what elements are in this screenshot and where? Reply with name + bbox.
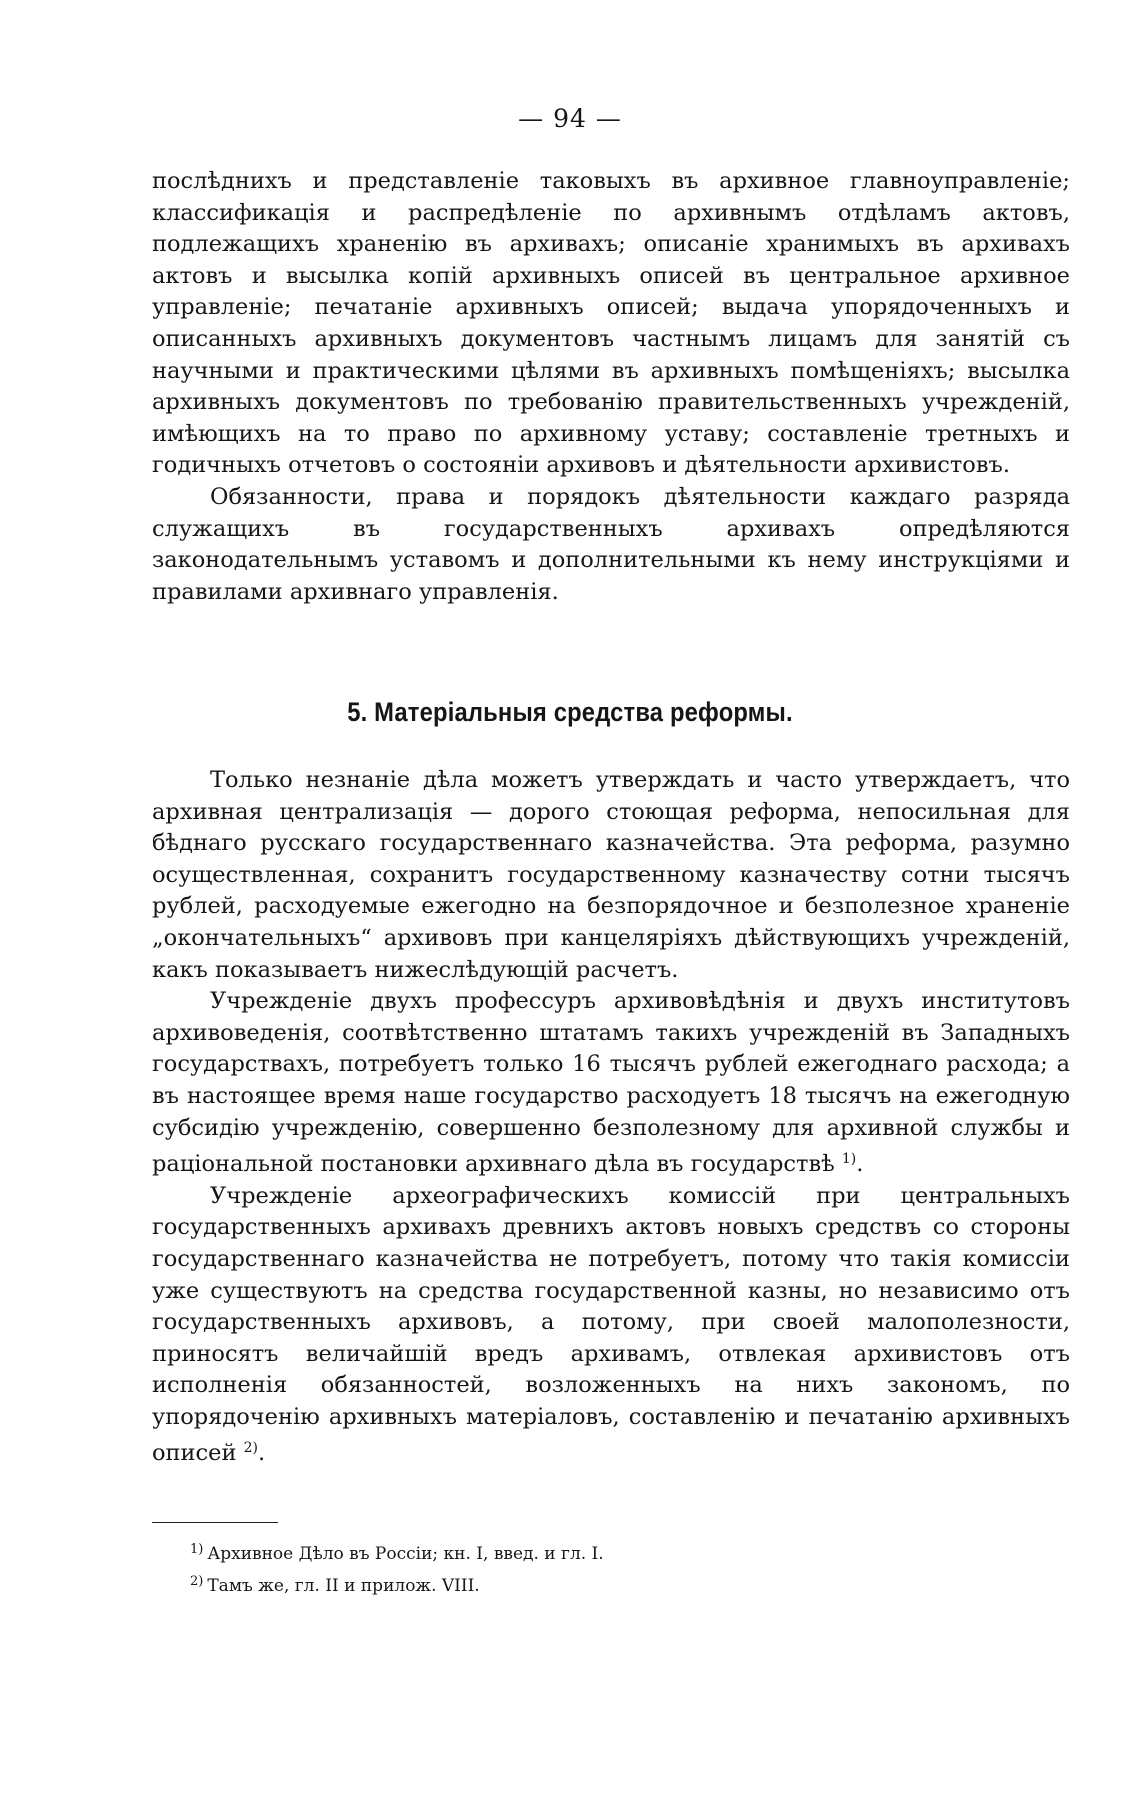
- footnote-mark: 1): [190, 1542, 204, 1557]
- footnote-2: [190, 1568, 990, 1600]
- text-block-top: [152, 166, 1070, 608]
- paragraph-duties: Обязанности, права и порядокъ дѣятельности каждаго разряда служащихъ въ государственныхъ архивахъ опредѣляются законодательнымъ уставомъ и дополнительными къ нему инструкціями и правилами архивнаго управленія.: [152, 483, 1070, 605]
- paragraph-end-punct: .: [856, 1151, 864, 1178]
- paragraph-ignorance: Только незнаніе дѣла можетъ утверждать и часто утверждаетъ, что архивная централизація — дорого стоющая реформа, непосильная для бѣднаго русскаго государственнаго казначейства. Эта реформа, разумно осуществленная, сохранитъ государственному казначеству сотни тысячъ рублей, расходуемые ежегодно на безпорядочное и безполезное храненіе „окончательныхъ“ архивовъ при канцеляріяхъ дѣйствующихъ учрежденій, какъ показываетъ нижеслѣдующій расчетъ.: [152, 767, 1070, 983]
- footnote-text: Тамъ же, гл. II и прилож. VIII.: [207, 1576, 480, 1596]
- paragraph-professorships-text: Учрежденіе двухъ профессуръ архивовѣдѣнія и двухъ институтовъ архивоведенія, соотвѣтственно штатамъ такихъ учрежденій въ Западныхъ государствахъ, потребуетъ только 16 тысячъ рублей ежегоднаго расхода; а въ настоящее время наше государство расходуетъ 18 тысячъ на ежегодную субсидію учрежденію, совершенно безполезному для архивной службы и раціональной постановки архивнаго дѣла въ государствѣ: [152, 988, 1070, 1178]
- footnotes: [190, 1536, 990, 1600]
- footnote-1: [190, 1536, 990, 1568]
- paragraph-end-punct: .: [257, 1440, 266, 1467]
- paragraph-commissions: [152, 1181, 1070, 1470]
- section-heading: 5. Матеріальныя средства реформы.: [347, 697, 793, 727]
- paragraph-professorships: [152, 986, 1070, 1181]
- footnote-text: Архивное Дѣло въ Россіи; кн. I, введ. и гл. I.: [207, 1544, 604, 1564]
- text-block-section-5: [152, 765, 1070, 1470]
- page-number: — 94 —: [518, 104, 622, 133]
- footnote-ref-1[interactable]: 1): [841, 1151, 857, 1168]
- footnote-divider: [152, 1522, 278, 1523]
- paragraph-commissions-text: Учрежденіе археографическихъ комиссій при центральныхъ государственныхъ архивахъ древнихъ актовъ новыхъ средствъ со стороны государственнаго казначейства не потребуетъ, потому что такія комиссіи уже существуютъ на средства государственной казны, но независимо отъ государственныхъ архивовъ, а потому, при своей малополезности, приносятъ величайшій вредъ архивамъ, отвлекая архивистовъ отъ исполненія обязанностей, возложенныхъ на нихъ закономъ, по упорядоченію архивныхъ матеріаловъ, составленію и печатанію архивныхъ описей: [152, 1182, 1070, 1467]
- paragraph-continuation: послѣднихъ и представленіе таковыхъ въ архивное главноуправленіе; классификація и распредѣленіе по архивнымъ отдѣламъ актовъ, подлежащихъ храненію въ архивахъ; описаніе хранимыхъ въ архивахъ актовъ и высылка копій архивныхъ описей въ центральное архивное управленіе; печатаніе архивныхъ описей; выдача упорядоченныхъ и описанныхъ архивныхъ документовъ частнымъ лицамъ для занятій съ научными и практическими цѣлями въ архивныхъ помѣщеніяхъ; высылка архивныхъ документовъ по требованію правительственныхъ учрежденій, имѣющихъ на то право по архивному уставу; составленіе третныхъ и годичныхъ отчетовъ о состояніи архивовъ и дѣятельности архивистовъ.: [152, 168, 1070, 479]
- footnote-ref-2[interactable]: 2): [243, 1440, 258, 1457]
- footnote-mark: 2): [190, 1574, 204, 1589]
